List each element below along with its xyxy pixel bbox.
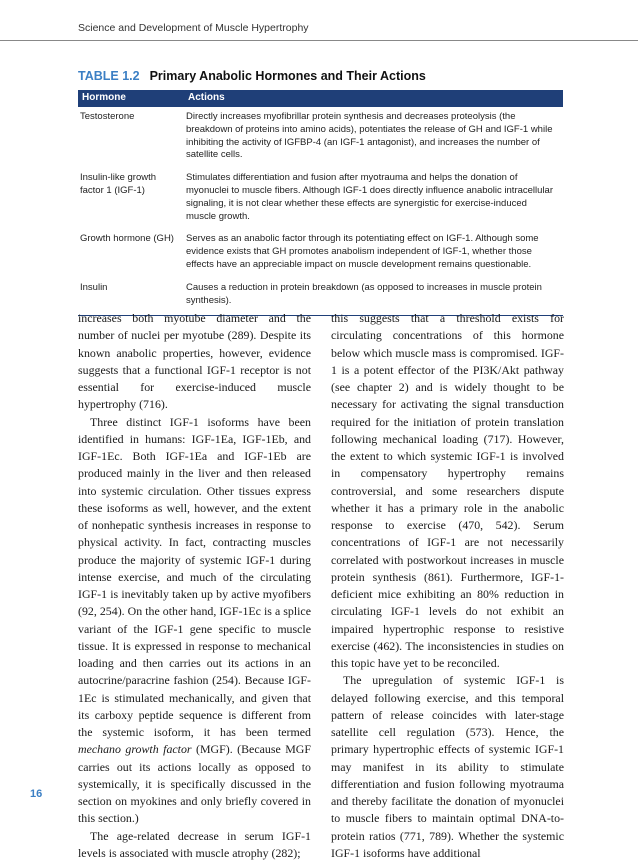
- table-row: [78, 168, 563, 229]
- table-row: [78, 107, 563, 168]
- paragraph: increases both myotube diameter and the number of nuclei per myotube (289). Despite its known anabolic properties, however, evidence suggests that a functional IGF-1 receptor is not essential for exercise-induced muscle hypertrophy (716).: [78, 310, 311, 414]
- body-column-left: [78, 310, 311, 862]
- hormone-name: Insulin-like growth factor 1 (IGF-1): [78, 168, 184, 229]
- table-title: Primary Anabolic Hormones and Their Actions: [150, 69, 426, 83]
- column-header-hormone: Hormone: [78, 90, 184, 107]
- table-header-row: [78, 90, 563, 107]
- hormone-name: Growth hormone (GH): [78, 229, 184, 277]
- hormone-actions: Directly increases myofibrillar protein synthesis and decreases proteolysis (the breakdown of proteins into amino acids), potentiates the release of GH and IGF-1 while inhibiting the activity of IGFBP-4 (an IGF-1 antagonist), and increases the number of satellite cells.: [184, 107, 563, 168]
- hormone-actions: Stimulates differentiation and fusion after myotrauma and helps the donation of myonuclei to muscle fibers. Although IGF-1 does directly influence anabolic intracellular signaling, it is not clear whether these effects are synergistic for exercise-induced muscle growth.: [184, 168, 563, 229]
- paragraph-text: (MGF). (Because MGF carries out its actions locally as opposed to systemically, it is specifically discussed in the section on myokines and only briefly covered in this section.): [78, 742, 311, 825]
- hormone-name: Insulin: [78, 278, 184, 316]
- paragraph: this suggests that a threshold exists for circulating concentrations of this hormone below which muscle mass is compromised. IGF-1 is a potent effector of the PI3K/Akt pathway (see chapter 2) and is widely thought to be necessary for activating the signal transduction required for the initiation of protein translation following mechanical loading (717). However, the extent to which systemic IGF-1 is involved in compensatory hypertrophy remains controversial, and some researchers dispute whether it has a primary role in the anabolic response to exercise (470, 542). Serum concentrations of IGF-1 are not necessarily correlated with postworkout increases in muscle protein synthesis (861). Furthermore, IGF-1-deficient mice exhibiting an 80% reduction in circulating IGF-1 levels do not exhibit an impaired hypertrophic response to resistive exercise (462). The inconsistencies in studies on this topic have yet to be reconciled.: [331, 310, 564, 672]
- emphasized-term: mechano growth factor: [78, 742, 192, 756]
- hormone-name: Testosterone: [78, 107, 184, 168]
- table-caption: [78, 69, 426, 83]
- hormone-table: [78, 90, 563, 316]
- running-header: Science and Development of Muscle Hypertrophy: [78, 22, 309, 34]
- page-number: 16: [30, 788, 42, 800]
- paragraph-text: Three distinct IGF-1 isoforms have been identified in humans: IGF-1Ea, IGF-1Eb, and IGF-1Ec. Both IGF-1Ea and IGF-1Eb are produced mainly in the liver and then released into systemic circulation. Other tissues express these isoforms as well, however, and the extent of nonhepatic synthesis increases in response to physical activity. In fact, contracting muscles produce the majority of systemic IGF-1 during intense exercise, and much of the circulating IGF-1 is inevitably taken up by active myofibers (92, 254). On the other hand, IGF-1Ec is a splice variant of the IGF-1 gene specific to muscle tissue. It is expressed in response to mechanical loading and then carries out its actions in an autocrine/paracrine fashion (254). Because IGF-1Ec is stimulated mechanically, and given that its carboxy peptide sequence is different from the systemic isoform, it has been termed: [78, 415, 311, 740]
- header-rule: [0, 40, 638, 41]
- hormone-actions: Serves as an anabolic factor through its potentiating effect on IGF-1. Although some evidence exists that GH promotes anabolism independent of IGF-1, whether those effects have an appreciable impact on muscle development remains questionable.: [184, 229, 563, 277]
- table-label: TABLE 1.2: [78, 69, 140, 83]
- paragraph: [78, 414, 311, 828]
- hormone-actions: Causes a reduction in protein breakdown (as opposed to increases in muscle protein synthesis).: [184, 278, 563, 316]
- table-row: [78, 229, 563, 277]
- column-header-actions: Actions: [184, 90, 563, 107]
- paragraph: The upregulation of systemic IGF-1 is delayed following exercise, and this temporal pattern of release coincides with later-stage satellite cell regulation (573). Hence, the primary hypertrophic effects of systemic IGF-1 may manifest in its ability to stimulate differentiation and fusion following myotrauma and thereby facilitate the donation of myonuclei to muscle fibers to maintain optimal DNA-to-protein ratios (771, 789). Whether the systemic IGF-1 isoforms have additional: [331, 672, 564, 862]
- body-column-right: [331, 310, 564, 862]
- paragraph: The age-related decrease in serum IGF-1 levels is associated with muscle atrophy (282);: [78, 828, 311, 862]
